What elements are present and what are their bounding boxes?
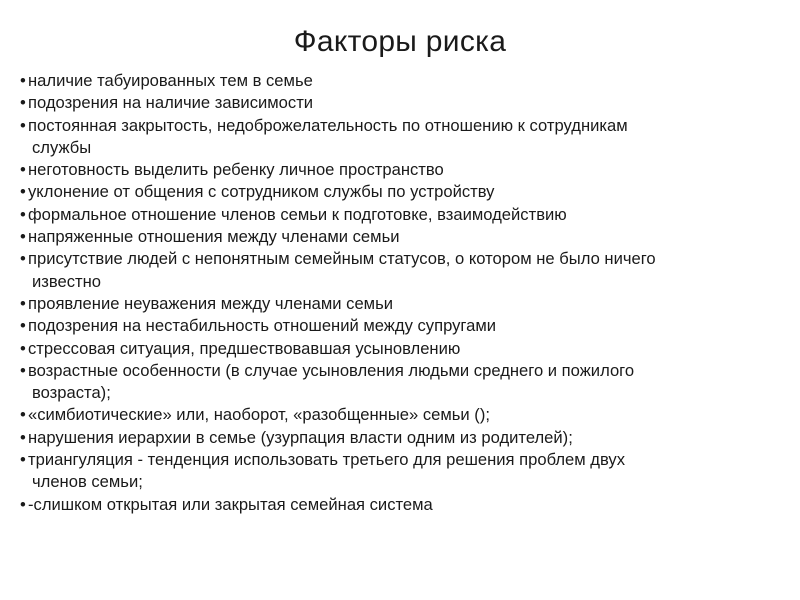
slide-title: Факторы риска <box>293 25 507 58</box>
list-item-text: нарушения иерархии в семье (узурпация власти одним из родителей); <box>28 427 573 447</box>
list-item-text: подозрения на наличие зависимости <box>28 93 314 113</box>
list-item <box>20 449 790 494</box>
list-item-text: неготовность выделить ребенку личное пространство <box>28 160 444 180</box>
bullet-icon: • <box>20 71 26 90</box>
bullet-icon: • <box>20 93 26 113</box>
bullet-icon: • <box>20 204 26 224</box>
list-item-text: постоянная закрытость, недоброжелательность по отношению к сотрудникам <box>28 115 628 135</box>
list-item-text-continued: возраста); <box>32 383 111 403</box>
bullet-icon: • <box>20 494 26 514</box>
list-item-text: проявление неуважения между членами семьи <box>28 293 393 313</box>
list-item <box>20 293 790 315</box>
list-item-text: триангуляция - тенденция использовать третьего для решения проблем двух <box>28 450 625 470</box>
list-item <box>20 70 790 92</box>
list-item-text: формальное отношение членов семьи к подготовке, взаимодействию <box>28 204 567 224</box>
list-item <box>20 427 790 449</box>
list-item <box>20 92 790 114</box>
bullet-icon: • <box>20 427 26 447</box>
list-item-text: уклонение от общения с сотрудником службы по устройству <box>28 182 495 202</box>
bullet-icon: • <box>20 160 26 180</box>
bullet-icon: • <box>20 115 26 135</box>
list-item-text-continued: членов семьи; <box>32 472 143 492</box>
list-item <box>20 404 790 426</box>
list-item-text: возрастные особенности (в случае усыновления людьми среднего и пожилого <box>28 360 635 380</box>
bullet-icon: • <box>20 227 26 247</box>
bullet-icon: • <box>20 360 26 380</box>
list-item-text: напряженные отношения между членами семьи <box>28 227 400 247</box>
list-item-text: подозрения на нестабильность отношений между супругами <box>28 316 497 336</box>
list-item <box>20 204 790 226</box>
list-item <box>20 115 790 160</box>
bullet-icon: • <box>20 293 26 313</box>
list-item-text: «симбиотические» или, наоборот, «разобщенные» семьи (); <box>28 405 490 425</box>
list-item <box>20 338 790 360</box>
list-item-text: стрессовая ситуация, предшествовавшая усыновлению <box>28 338 461 358</box>
list-item-text: присутствие людей с непонятным семейным статусов, о котором не было ничего <box>28 249 656 269</box>
bullet-icon: • <box>20 338 26 358</box>
list-item <box>20 159 790 181</box>
bullet-icon: • <box>20 450 26 470</box>
list-item-text: наличие табуированных тем в семье <box>28 71 313 90</box>
bullet-icon: • <box>20 249 26 269</box>
bullet-icon: • <box>20 182 26 202</box>
risk-factors-list <box>20 70 790 516</box>
list-item <box>20 181 790 203</box>
list-item-text: -слишком открытая или закрытая семейная система <box>28 494 433 514</box>
list-item <box>20 494 790 516</box>
list-item <box>20 226 790 248</box>
list-item <box>20 360 790 405</box>
list-item <box>20 248 790 293</box>
bullet-icon: • <box>20 316 26 336</box>
list-item <box>20 315 790 337</box>
list-item-text-continued: известно <box>32 271 102 291</box>
bullet-icon: • <box>20 405 26 425</box>
list-item-text-continued: службы <box>32 137 92 157</box>
